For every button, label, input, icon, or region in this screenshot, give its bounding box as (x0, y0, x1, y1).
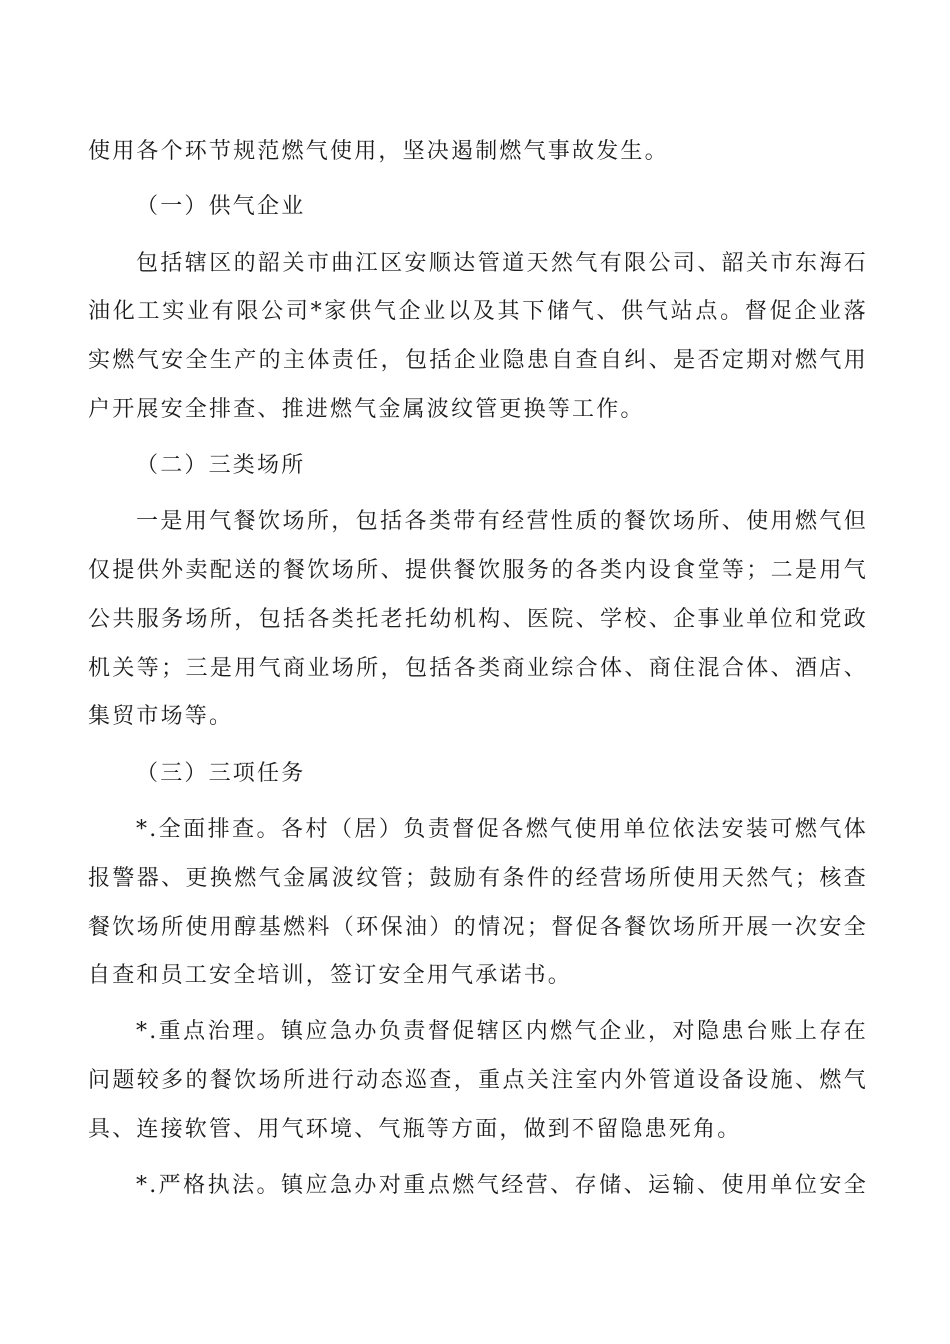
paragraph-line: 餐饮场所使用醇基燃料（环保油）的情况；督促各餐饮场所开展一次安全 (88, 915, 868, 940)
section-heading-three-tasks: （三）三项任务 (136, 761, 306, 786)
paragraph-line: 集贸市场等。 (88, 704, 234, 729)
paragraph-line: 户开展安全排查、推进燃气金属波纹管更换等工作。 (88, 397, 645, 422)
paragraph-line: 一是用气餐饮场所，包括各类带有经营性质的餐饮场所、使用燃气但 (136, 509, 868, 534)
paragraph-line: 机关等；三是用气商业场所，包括各类商业综合体、商住混合体、酒店、 (88, 656, 868, 681)
paragraph-line: 公共服务场所，包括各类托老托幼机构、医院、学校、企事业单位和党政 (88, 607, 868, 632)
paragraph-line: 包括辖区的韶关市曲江区安顺达管道天然气有限公司、韶关市东海石 (136, 251, 868, 276)
paragraph-line: 具、连接软管、用气环境、气瓶等方面，做到不留隐患死角。 (88, 1117, 742, 1142)
paragraph-line: 自查和员工安全培训，签订安全用气承诺书。 (88, 963, 573, 988)
section-heading-gas-supply-enterprises: （一）供气企业 (136, 194, 306, 219)
paragraph-line: 油化工实业有限公司*家供气企业以及其下储气、供气站点。督促企业落 (88, 299, 868, 324)
paragraph-line: *.全面排查。各村（居）负责督促各燃气使用单位依法安装可燃气体 (136, 817, 868, 842)
paragraph-line: *.重点治理。镇应急办负责督促辖区内燃气企业，对隐患台账上存在 (136, 1019, 868, 1044)
paragraph-line: *.严格执法。镇应急办对重点燃气经营、存储、运输、使用单位安全 (136, 1173, 868, 1198)
paragraph-line: 报警器、更换燃气金属波纹管；鼓励有条件的经营场所使用天然气；核查 (88, 866, 868, 891)
paragraph-line: 问题较多的餐饮场所进行动态巡查，重点关注室内外管道设备设施、燃气 (88, 1068, 868, 1093)
section-heading-three-types-of-places: （二）三类场所 (136, 453, 306, 478)
paragraph-line: 实燃气安全生产的主体责任，包括企业隐患自查自纠、是否定期对燃气用 (88, 348, 868, 373)
paragraph-line: 使用各个环节规范燃气使用，坚决遏制燃气事故发生。 (88, 139, 669, 164)
paragraph-line: 仅提供外卖配送的餐饮场所、提供餐饮服务的各类内设食堂等；二是用气 (88, 558, 868, 583)
